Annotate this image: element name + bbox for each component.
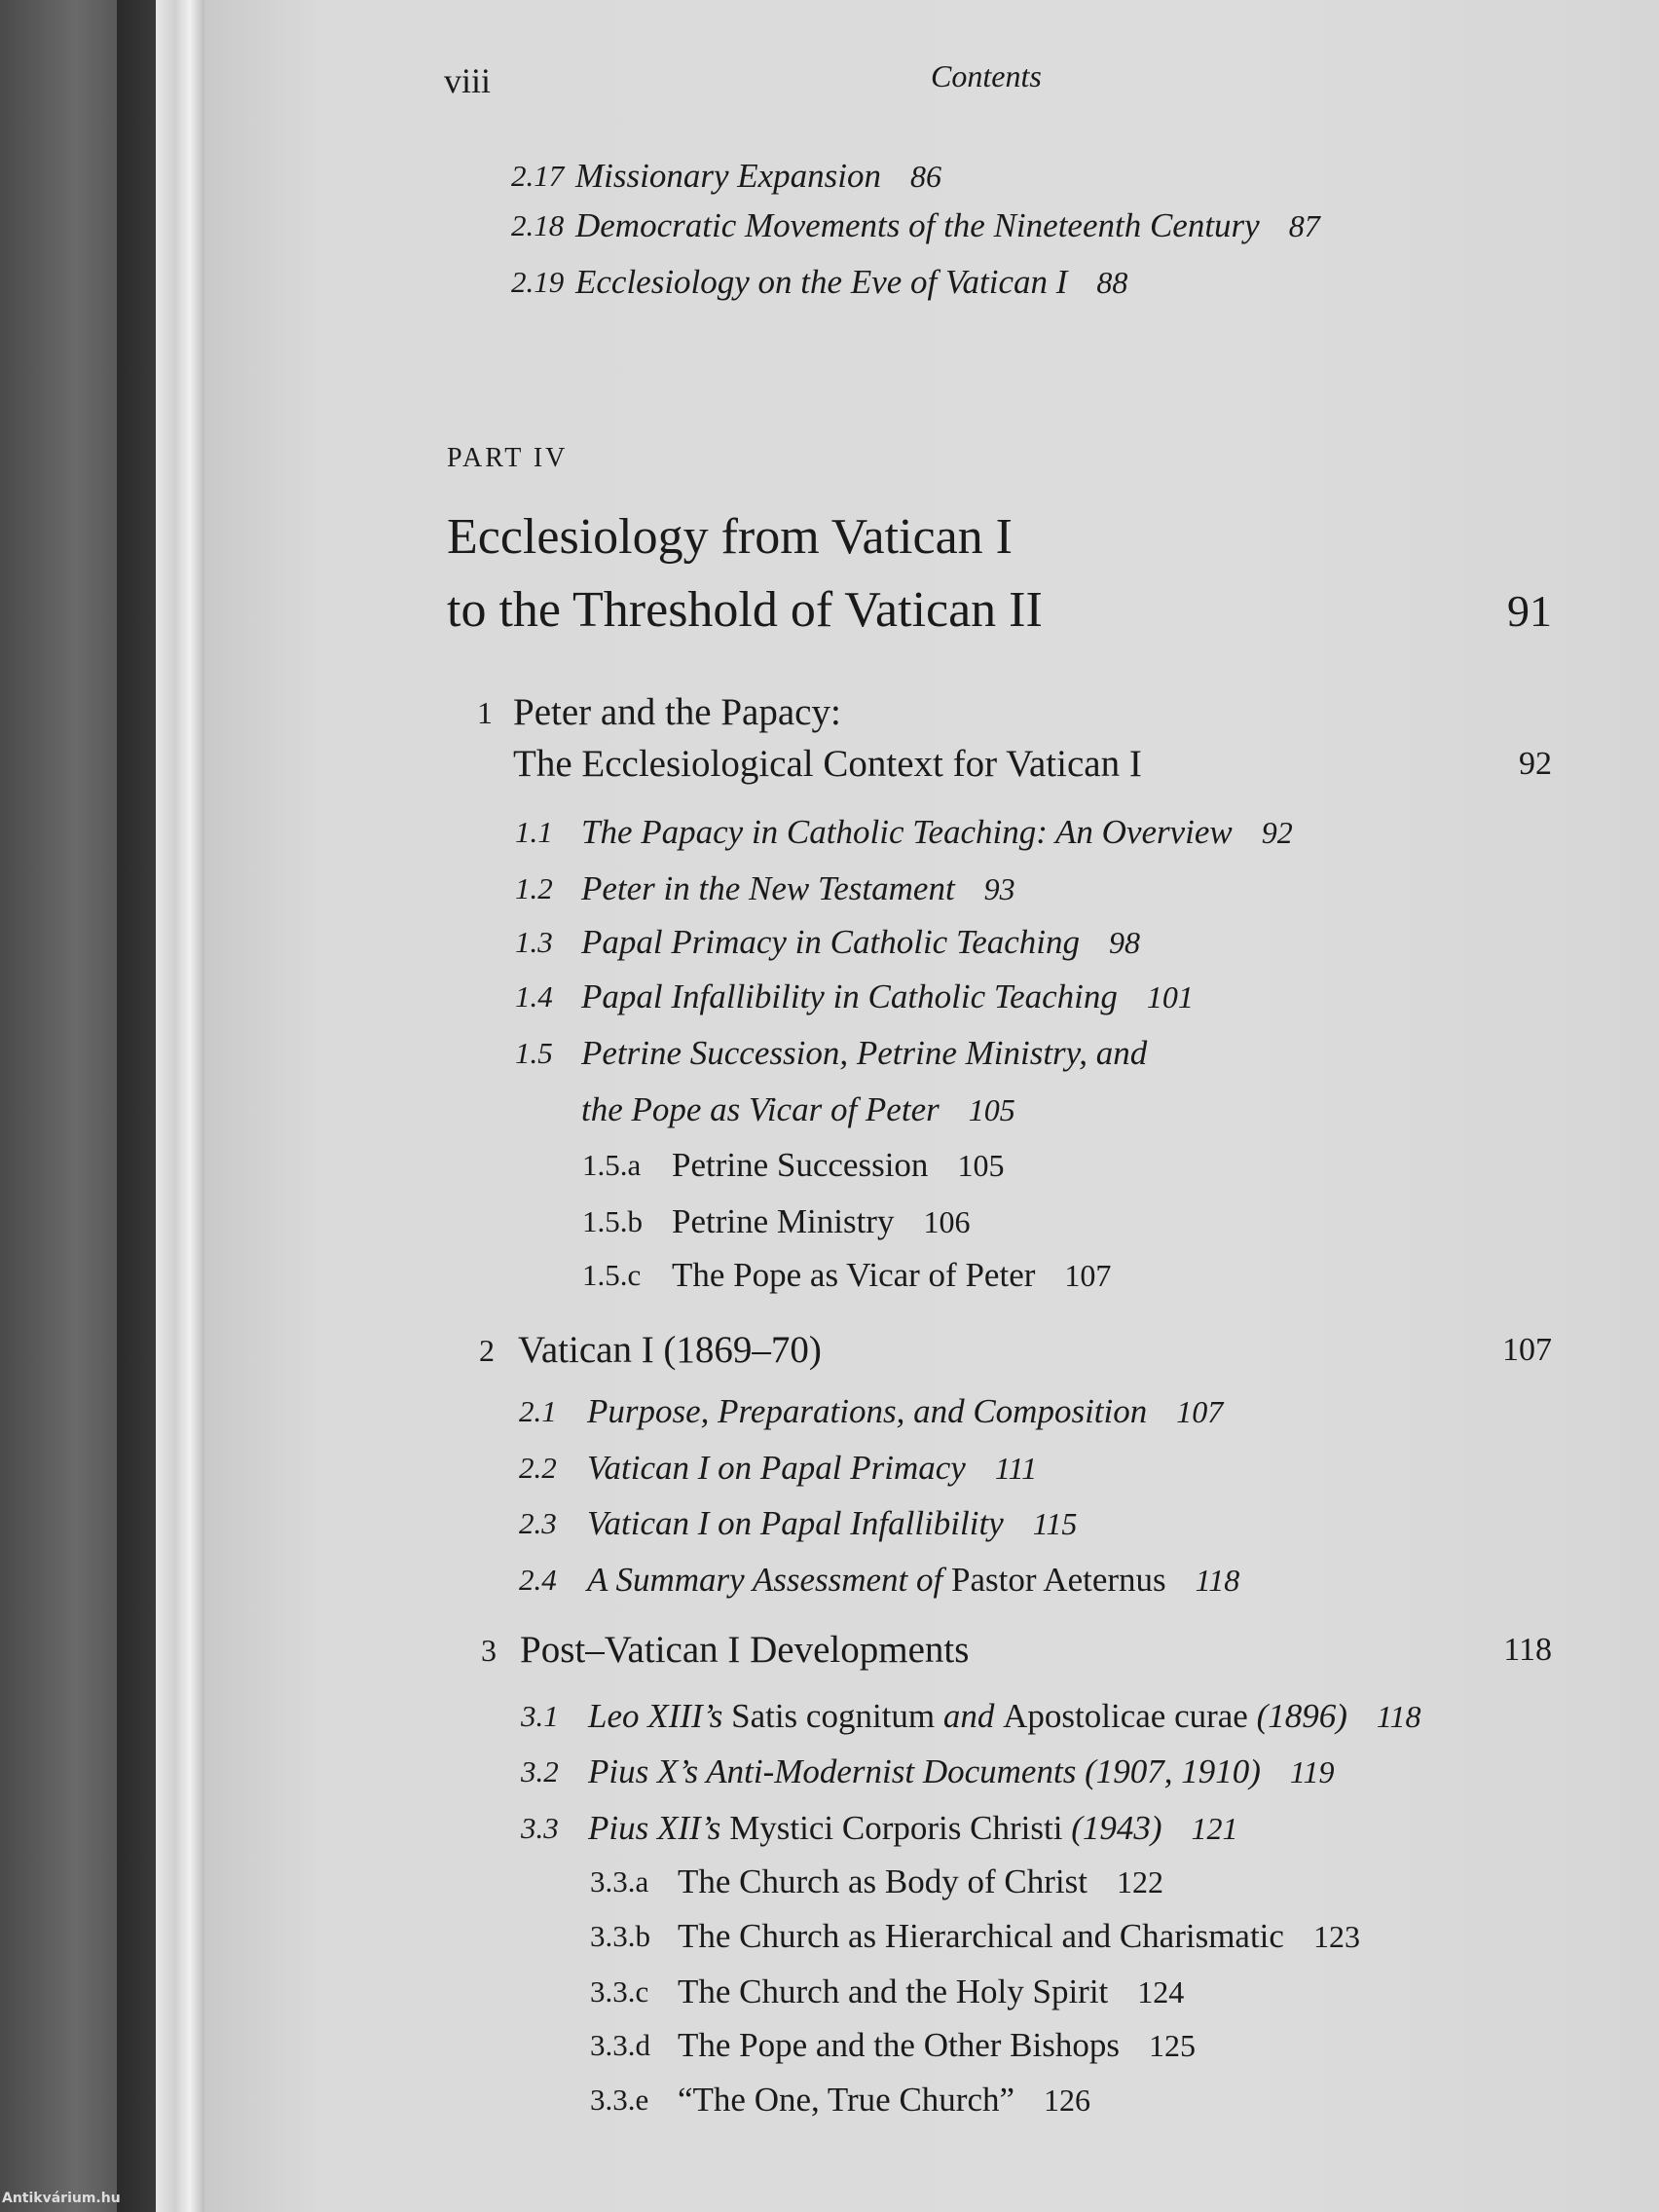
toc-section-cont: the Pope as Vicar of Peter 105 [581,1090,1015,1128]
toc-section: 3.2 Pius X’s Anti-Modernist Documents (1907, 1910) 119 [521,1752,1335,1790]
toc-section: 3.1 Leo XIII’s Satis cognitum and Apostolicae curae (1896) 118 [521,1697,1421,1735]
toc-section: 1.4 Papal Infallibility in Catholic Teaching 101 [515,977,1194,1015]
toc-section: 1.5 Petrine Succession, Petrine Ministry, and [515,1034,1148,1072]
toc-section: 1.3 Papal Primacy in Catholic Teaching 98 [515,923,1140,961]
toc-subsection: 3.3.b The Church as Hierarchical and Charismatic 123 [590,1917,1360,1955]
toc-chapter-cont: The Ecclesiological Context for Vatican I 92 [513,743,1552,785]
watermark: Antikvárium.hu [2,2191,121,2206]
toc-section: 2.18 Democratic Movements of the Nineteenth Century 87 [511,206,1320,244]
part-page: 91 [1507,586,1552,636]
page-number: viii [444,61,492,100]
toc-section: 2.19 Ecclesiology on the Eve of Vatican I 88 [511,263,1128,301]
toc-subsection: 1.5.b Petrine Ministry 106 [582,1202,971,1240]
toc-section: 1.1 The Papacy in Catholic Teaching: An Overview 92 [515,813,1293,851]
toc-section: 1.2 Peter in the New Testament 93 [515,869,1015,907]
toc-chapter: 1 Peter and the Papacy: [477,691,841,733]
toc-section: 2.17 Missionary Expansion 86 [511,157,942,195]
toc-subsection: 1.5.a Petrine Succession 105 [582,1146,1005,1184]
toc-section: 3.3 Pius XII’s Mystici Corporis Christi (1943) 121 [521,1809,1238,1847]
part-title-line2: to the Threshold of Vatican II [447,582,1043,638]
running-title: Contents [931,58,1042,93]
toc-subsection: 3.3.e “The One, True Church” 126 [590,2081,1091,2119]
toc-subsection: 1.5.c The Pope as Vicar of Peter 107 [582,1256,1112,1294]
part-title-line1: Ecclesiology from Vatican I [447,509,1013,565]
toc-subsection: 3.3.c The Church and the Holy Spirit 124 [590,1972,1185,2010]
toc-subsection: 3.3.a The Church as Body of Christ 122 [590,1862,1163,1900]
toc-section: 2.4 A Summary Assessment of Pastor Aeternus 118 [519,1561,1240,1599]
toc-section: 2.2 Vatican I on Papal Primacy 111 [519,1449,1038,1487]
toc-chapter: 3 Post–Vatican I Developments 118 [481,1629,1552,1671]
toc-section: 2.1 Purpose, Preparations, and Composition 107 [519,1392,1224,1430]
toc-subsection: 3.3.d The Pope and the Other Bishops 125 [590,2026,1196,2064]
part-label: PART IV [447,443,569,473]
toc-section: 2.3 Vatican I on Papal Infallibility 115 [519,1504,1078,1542]
toc-chapter: 2 Vatican I (1869–70) 107 [479,1329,1552,1371]
